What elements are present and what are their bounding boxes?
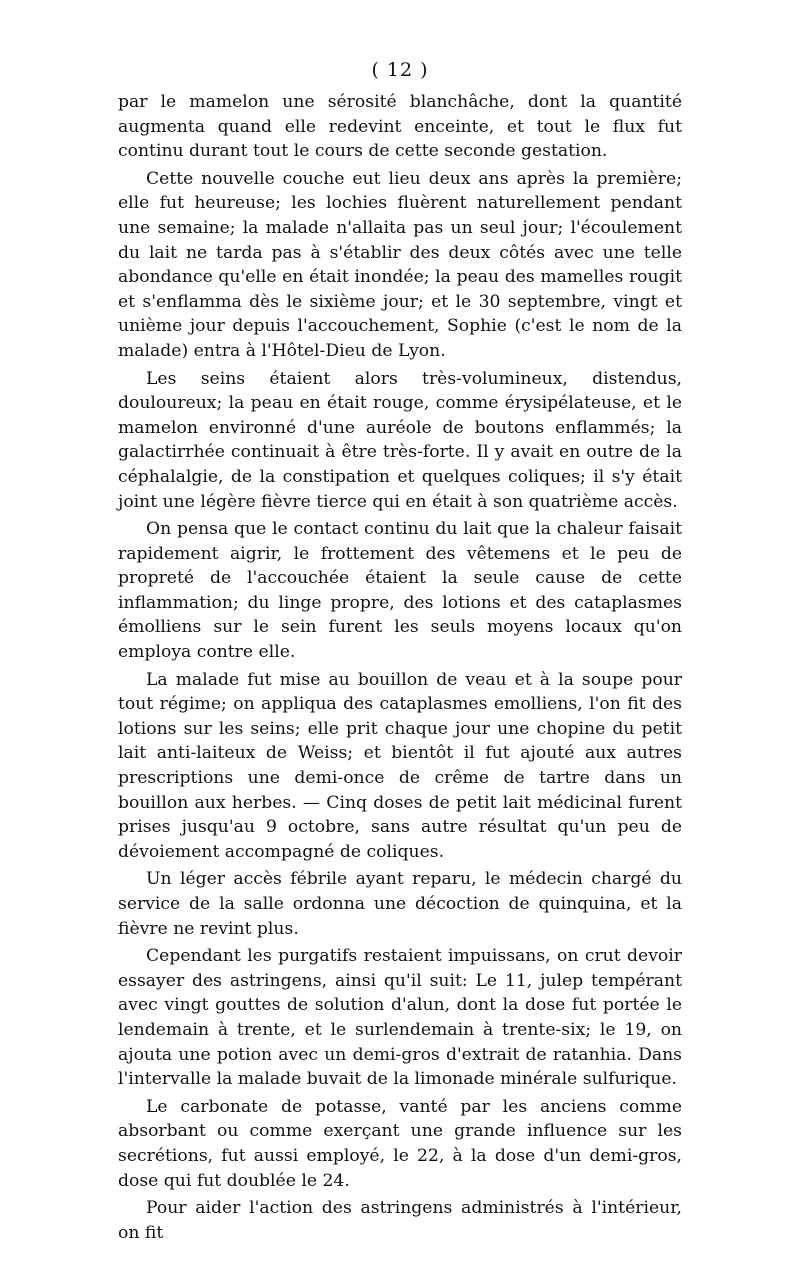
book-page bbox=[118, 56, 682, 1245]
paragraph-symptoms: Les seins étaient alors très-volumineux, distendus, douloureux; la peau en était rouge, comme érysipélateuse, et le mamelon environné d'une auréole de boutons enflammés; la galactirrhée continuait à être très-forte. Il y avait en outre de la céphalalgie, de la constipation et quelques coliques; il s'y était joint une légère fièvre tierce qui en était à son quatrième accès. bbox=[118, 368, 682, 512]
paragraph-second-delivery: Cette nouvelle couche eut lieu deux ans après la première; elle fut heureuse; les lochies fluèrent naturellement pendant une semaine; la malade n'allaita pas un seul jour; l'écoulement du lait ne tarda pas à s'établir des deux côtés avec une telle abondance qu'elle en était inondée; la peau des mamelles rougit et s'enflamma dès le sixième jour; et le 30 septembre, vingt et unième jour depuis l'accouchement, Sophie (c'est le nom de la malade) entra à l'Hôtel-Dieu de Lyon. bbox=[118, 168, 682, 361]
paragraph-astringents: Cependant les purgatifs restaient impuissans, on crut devoir essayer des astringens, ainsi qu'il suit: Le 11, julep tempérant avec vingt gouttes de solution d'alun, dont la dose fut portée le lendemain à trente, et le surlendemain à trente-six; le 19, on ajouta une potion avec un demi-gros d'extrait de ratanhia. Dans l'intervalle la malade buvait de la limonade minérale sulfurique. bbox=[118, 946, 682, 1090]
paragraph-potash: Le carbonate de potasse, vanté par les anciens comme absorbant ou comme exerçant une grande influence sur les secrétions, fut aussi employé, le 22, à la dose d'un demi-gros, dose qui fut doublée le 24. bbox=[118, 1096, 682, 1191]
paragraph-regimen: La malade fut mise au bouillon de veau et à la soupe pour tout régime; on appliqua des cataplasmes emolliens, l'on fit des lotions sur les seins; elle prit chaque jour une chopine du petit lait anti-laiteux de Weiss; et bientôt il fut ajouté aux autres prescriptions une demi-once de crême de tartre dans un bouillon aux herbes. — Cinq doses de petit lait médicinal furent prises jusqu'au 9 octobre, sans autre résultat qu'un peu de dévoiement accompagné de coliques. bbox=[118, 669, 682, 862]
paragraph-final-line: Pour aider l'action des astringens administrés à l'intérieur, on fit bbox=[118, 1198, 682, 1243]
paragraph-fever: Un léger accès fébrile ayant reparu, le médecin chargé du service de la salle ordonna une décoction de quinquina, et la fièvre ne revint plus. bbox=[118, 869, 682, 939]
paragraph-continued: par le mamelon une sérosité blanchâche, dont la quantité augmenta quand elle redevint enceinte, et tout le flux fut continu durant tout le cours de cette seconde gestation. bbox=[118, 92, 682, 162]
page-number: ( 12 ) bbox=[371, 59, 429, 81]
paragraph-cause: On pensa que le contact continu du lait que la chaleur faisait rapidement aigrir, le frottement des vêtemens et le peu de propreté de l'accouchée étaient la seule cause de cette inflammation; du linge propre, des lotions et des cataplasmes émolliens sur le sein furent les seuls moyens locaux qu'on employa contre elle. bbox=[118, 519, 682, 663]
